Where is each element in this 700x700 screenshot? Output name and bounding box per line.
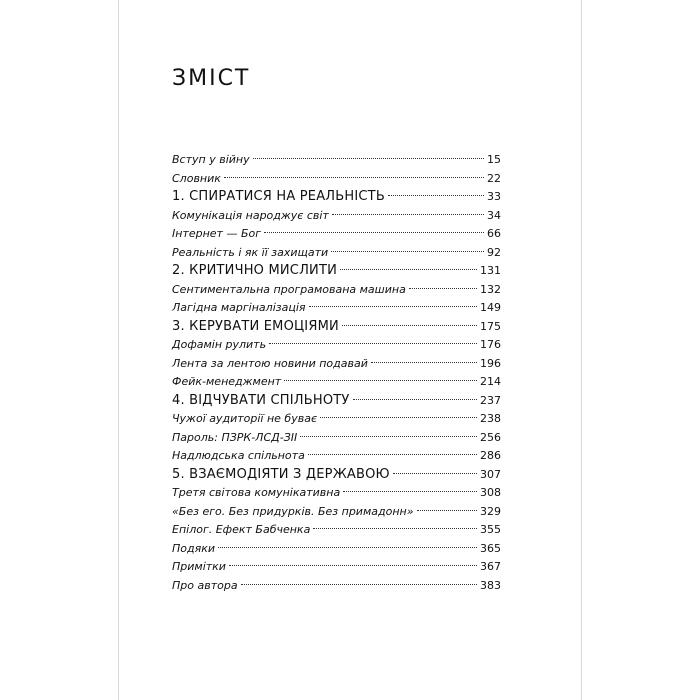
dot-leader [332,214,484,215]
dot-leader [284,380,477,381]
dot-leader [309,306,477,307]
toc-entry-title: Чужої аудиторії не буває [172,412,317,425]
dot-leader [264,232,484,233]
toc-page-number: 175 [480,319,501,333]
dot-leader [340,269,477,270]
toc-row [172,521,501,540]
dot-leader [343,491,477,492]
dot-leader [320,417,477,418]
toc-part-title: 1. СПИРАТИСЯ НА РЕАЛЬНІСТЬ [172,189,385,204]
toc-part-row [172,188,501,207]
toc-page-number: 92 [487,245,501,259]
toc-row [172,410,501,429]
toc-entry-title: Вступ у війну [172,153,250,166]
toc-page-number: 365 [480,541,501,555]
toc-page-number: 132 [480,282,501,296]
toc-page-number: 34 [487,208,501,222]
toc-entry-title: Лента за лентою новини подавай [172,356,368,370]
dot-leader [331,251,484,252]
toc-entry-title: «Без его. Без придурків. Без примадонн» [172,504,414,518]
toc-part-row [172,262,501,281]
toc-entry-title: Надлюдська спільнота [172,449,305,462]
toc-entry-title: Комунікація народжує світ [172,208,329,222]
toc-row [172,484,501,503]
toc-entry-title: Примітки [172,560,226,573]
toc-entry-title: Подяки [172,541,216,555]
toc-entry-title: Про автора [172,578,238,592]
toc-page-number: 237 [480,393,501,407]
toc-page-number: 307 [480,467,501,481]
toc-page-number: 196 [480,356,501,370]
toc-row [172,336,501,355]
toc-row [172,281,501,300]
toc-row [172,577,501,596]
toc-page-number: 286 [480,449,501,462]
toc-page-number: 329 [480,504,501,518]
toc-page-number: 131 [480,264,501,277]
dot-leader [409,288,477,289]
dot-leader [313,528,477,529]
toc-row [172,503,501,522]
toc-page-number: 214 [480,375,501,388]
dot-leader [417,510,477,511]
dot-leader [269,343,477,344]
toc-page-number: 256 [480,430,501,444]
toc-entry-title: Епілог. Ефект Бабченка [172,523,311,536]
toc-page-number: 149 [480,301,501,314]
toc-page-number: 33 [487,190,501,203]
dot-leader [241,584,477,585]
toc-row [172,355,501,374]
dot-leader [218,547,477,548]
toc-row [172,540,501,559]
toc-page-number: 176 [480,338,501,351]
dot-leader [388,195,484,196]
dot-leader [371,362,477,363]
toc-row [172,151,501,170]
dot-leader [342,325,477,326]
toc-part-title: 5. ВЗАЄМОДІЯТИ З ДЕРЖАВОЮ [172,466,390,482]
toc-row [172,429,501,448]
toc-page-number: 355 [480,523,501,536]
toc-page-number: 22 [487,171,501,185]
toc-page-number: 367 [480,560,501,573]
table-of-contents [172,151,501,595]
toc-entry-title: Інтернет — Бог [172,227,262,240]
dot-leader [353,399,477,400]
toc-page-number: 383 [480,578,501,592]
toc-row [172,373,501,392]
toc-entry-title: Реальність і як її захищати [172,245,329,259]
dot-leader [393,473,477,474]
toc-part-row [172,318,501,337]
toc-entry-title: Дофамін рулить [172,338,267,351]
toc-row [172,558,501,577]
toc-page-number: 308 [480,486,501,499]
dot-leader [229,565,477,566]
toc-entry-title: Третя світова комунікативна [172,486,341,499]
dot-leader [224,177,484,178]
dot-leader [253,158,484,159]
toc-row [172,170,501,189]
page-title: ЗМІСТ [172,66,251,91]
toc-part-row [172,392,501,411]
toc-row [172,207,501,226]
toc-entry-title: Словник [172,171,221,185]
dot-leader [300,436,477,437]
toc-entry-title: Пароль: ПЗРК-ЛСД-ЗІІ [172,430,298,444]
toc-part-title: 2. КРИТИЧНО МИСЛИТИ [172,263,338,278]
toc-part-title: 4. ВІДЧУВАТИ СПІЛЬНОТУ [172,392,350,408]
toc-row [172,225,501,244]
toc-part-title: 3. КЕРУВАТИ ЕМОЦІЯМИ [172,318,339,334]
toc-entry-title: Сентиментальна програмована машина [172,282,406,296]
dot-leader [308,454,477,455]
toc-part-row [172,466,501,485]
toc-page-number: 15 [487,153,501,166]
toc-entry-title: Фейк-менеджмент [172,375,282,388]
toc-row [172,299,501,318]
toc-row [172,244,501,263]
toc-entry-title: Лагідна маргіналізація [172,301,306,314]
toc-page-number: 238 [480,412,501,425]
toc-row [172,447,501,466]
toc-page-number: 66 [487,227,501,240]
